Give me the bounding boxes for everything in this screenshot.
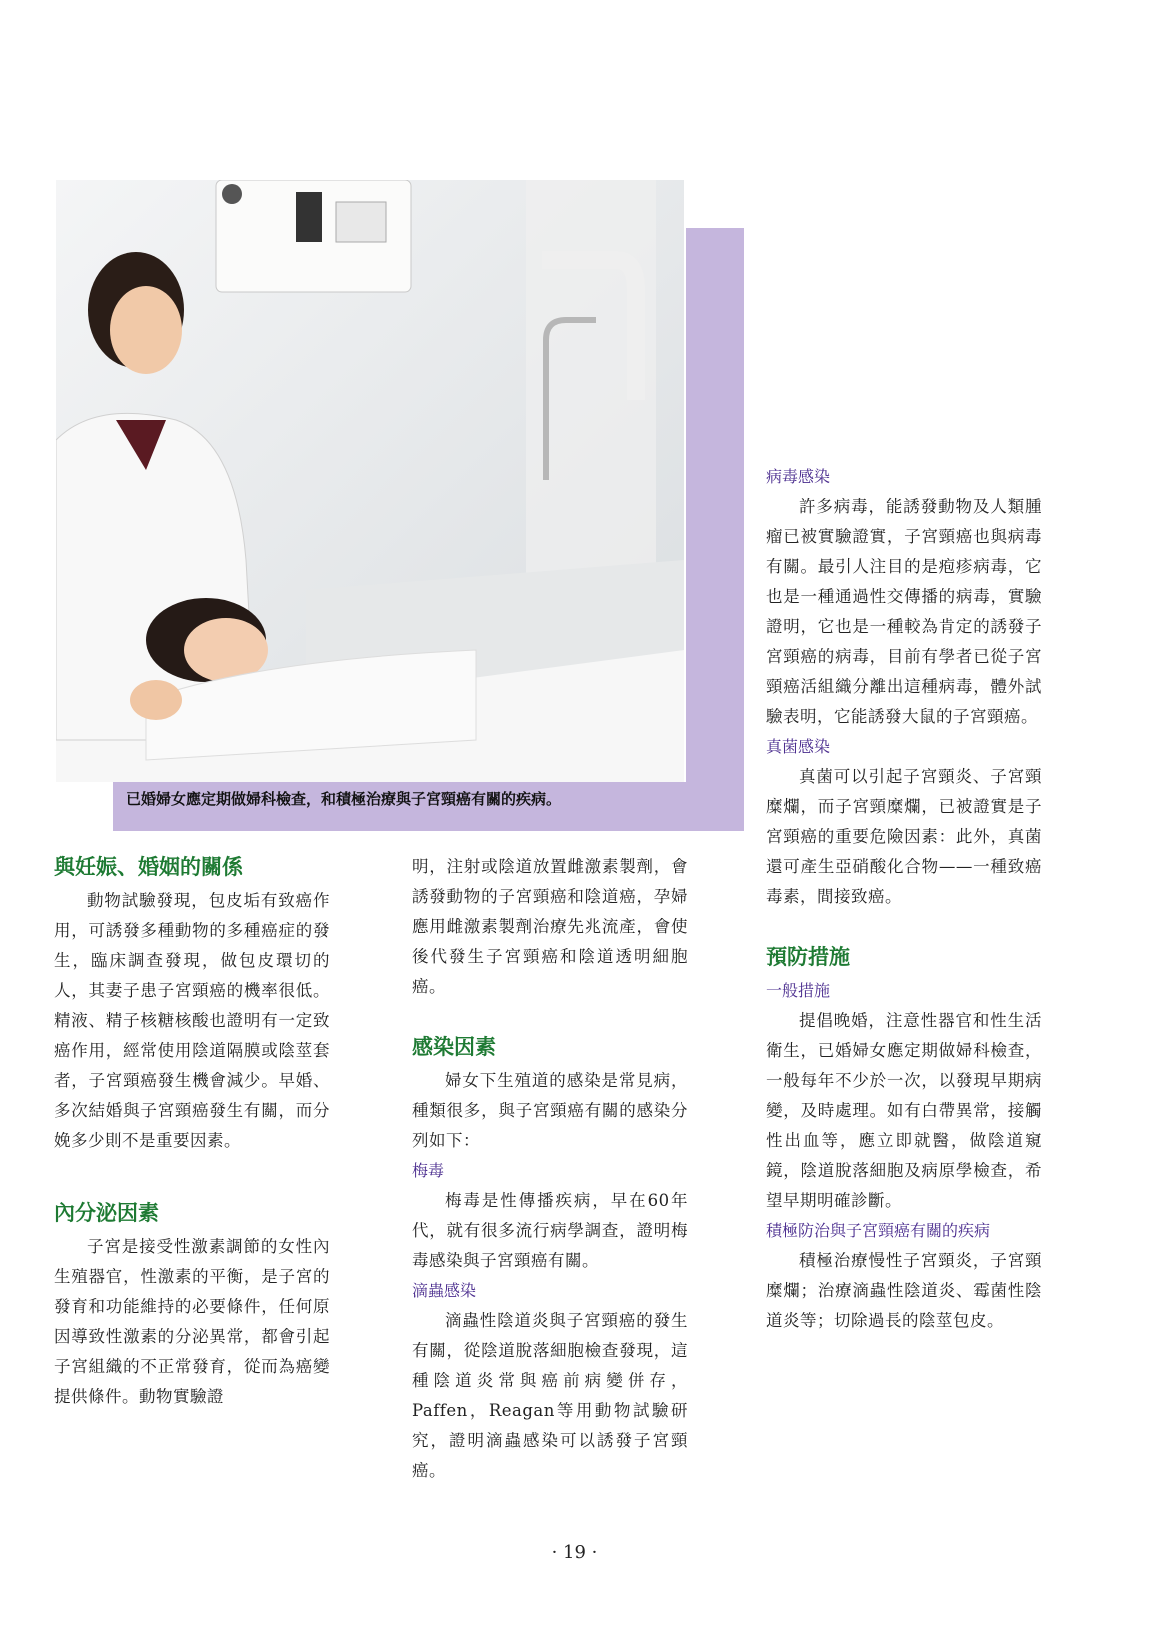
photo-illustration (56, 180, 684, 782)
paragraph-endocrine-continued: 明，注射或陰道放置雌激素製劑，會誘發動物的子宮頸癌和陰道癌，孕婦應用雌激素製劑治療先兆流產，會使後代發生子宮頸癌和陰道透明細胞癌。 (412, 857, 688, 996)
paragraph-pregnancy-marriage: 動物試驗發現，包皮垢有致癌作用，可誘發多種動物的多種癌症的發生，臨床調查發現，做包皮環切的人，其妻子患子宮頸癌的機率很低。精液、精子核糖核酸也證明有一定致癌作用，經常使用陰道隔膜或陰莖套者，子宮頸癌發生機會減少。早婚、多次結婚與子宮頸癌發生有關，而分娩多少則不是重要因素。 (54, 891, 330, 1150)
subheading-fungus: 真菌感染 (766, 737, 831, 756)
column-middle (412, 852, 688, 1486)
paragraph-syphilis: 梅毒是性傳播疾病，早在60年代，就有很多流行病學調查，證明梅毒感染與子宮頸癌有關。 (412, 1191, 688, 1270)
page-number: · 19 · (551, 1542, 598, 1563)
paragraph-active-treatment: 積極治療慢性子宮頸炎，子宮頸糜爛；治療滴蟲性陰道炎、霉菌性陰道炎等；切除過長的陰莖包皮。 (766, 1251, 1042, 1330)
paragraph-endocrine: 子宮是接受性激素調節的女性內生殖器官，性激素的平衡，是子宮的發育和功能維持的必要條件，任何原因導致性激素的分泌異常，都會引起子宮組織的不正常發育，從而為癌變提供條件。動物實驗證 (54, 1237, 330, 1406)
paragraph-infection: 婦女下生殖道的感染是常見病，種類很多，與子宮頸癌有關的感染分列如下： (412, 1071, 688, 1150)
column-left (54, 852, 330, 1412)
subheading-syphilis: 梅毒 (412, 1161, 445, 1180)
paragraph-virus: 許多病毒，能誘發動物及人類腫瘤已被實驗證實，子宮頸癌也與病毒有關。最引人注目的是疱疹病毒，它也是一種通過性交傳播的病毒，實驗證明，它也是一種較為肯定的誘發子宮頸癌的病毒，目前有學者已從子宮頸癌活組織分離出這種病毒，體外試驗表明，它能誘發大鼠的子宮頸癌。 (766, 497, 1042, 726)
subheading-active-treatment: 積極防治與子宮頸癌有關的疾病 (766, 1221, 991, 1240)
subheading-general-measures: 一般措施 (766, 981, 831, 1000)
paragraph-general-measures: 提倡晚婚，注意性器官和性生活衛生，已婚婦女應定期做婦科檢查，一般每年不少於一次，以發現早期病變，及時處理。如有白帶異常，接觸性出血等，應立即就醫，做陰道窺鏡，陰道脫落細胞及病原學檢查，希望早期明確診斷。 (766, 1011, 1042, 1210)
column-right (766, 462, 1042, 1336)
subheading-virus: 病毒感染 (766, 467, 831, 486)
purple-accent-bar (686, 228, 744, 788)
subheading-trichomonas: 滴蟲感染 (412, 1281, 477, 1300)
heading-pregnancy-marriage: 與妊娠、婚姻的關係 (54, 855, 243, 879)
paragraph-fungus: 真菌可以引起子宮頸炎、子宮頸糜爛，而子宮頸糜爛，已被證實是子宮頸癌的重要危險因素：此外，真菌還可產生亞硝酸化合物——一種致癌毒素，間接致癌。 (766, 767, 1042, 906)
heading-prevention: 預防措施 (766, 945, 850, 969)
paragraph-trichomonas: 滴蟲性陰道炎與子宮頸癌的發生有關，從陰道脫落細胞檢查發現，這種陰道炎常與癌前病變併存，Paffen，Reagan等用動物試驗研究，證明滴蟲感染可以誘發子宮頸癌。 (412, 1311, 688, 1480)
figure-caption: 已婚婦女應定期做婦科檢查，和積極治療與子宮頸癌有關的疾病。 (126, 790, 562, 808)
heading-endocrine: 內分泌因素 (54, 1201, 159, 1225)
heading-infection: 感染因素 (412, 1035, 496, 1059)
